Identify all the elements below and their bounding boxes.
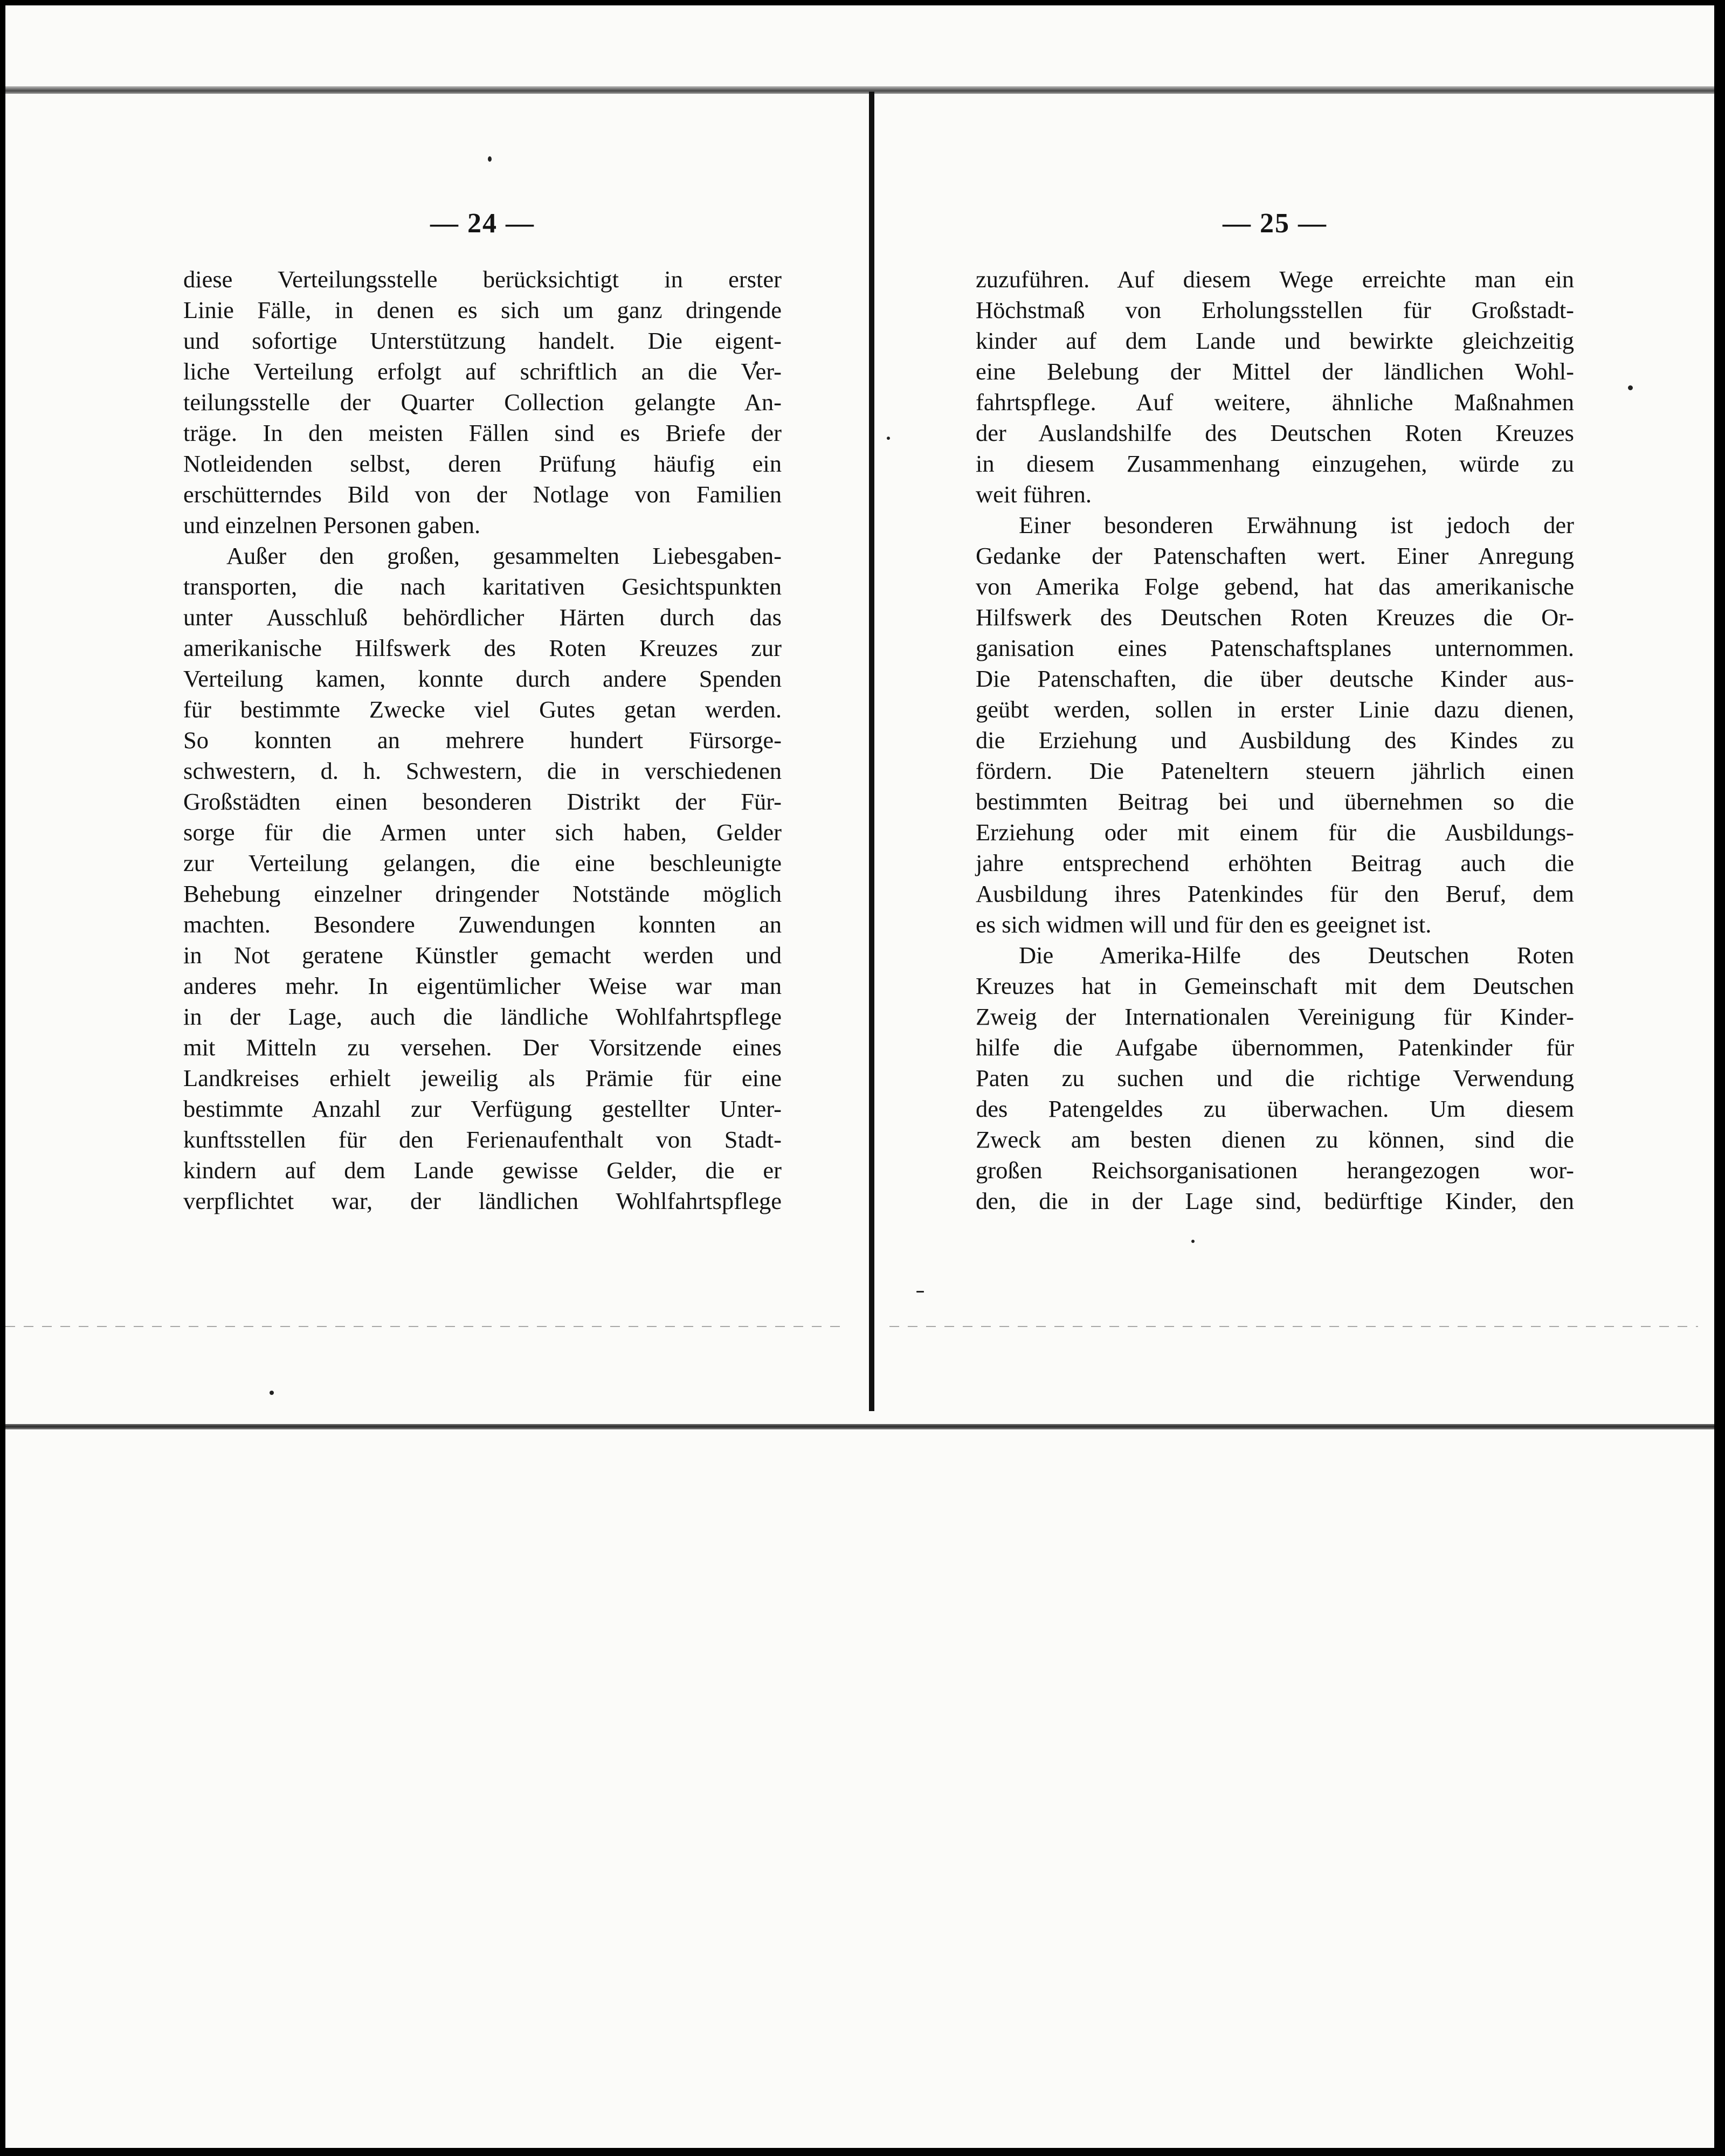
text-line: Behebung einzelner dringender Notstände möglich — [183, 880, 782, 907]
text-line: in der Lage, auch die ländliche Wohlfahrtspflege — [183, 1003, 782, 1030]
text-line: Zweck am besten dienen zu können, sind die — [976, 1126, 1574, 1153]
text-line: Paten zu suchen und die richtige Verwendung — [976, 1065, 1574, 1091]
text-line: Ausbildung ihres Patenkindes für den Beruf, dem — [976, 880, 1574, 907]
scan-speck — [270, 1391, 274, 1395]
scan-speck — [1628, 385, 1633, 390]
text-line: So konnten an mehrere hundert Fürsorge- — [183, 727, 782, 754]
text-line: anderes mehr. In eigentümlicher Weise war man — [183, 972, 782, 999]
text-line: großen Reichsorganisationen herangezogen wor- — [976, 1157, 1574, 1184]
text-line: die Erziehung und Ausbildung des Kindes zu — [976, 727, 1574, 754]
text-line: Höchstmaß von Erholungsstellen für Großstadt- — [976, 296, 1574, 323]
text-line: Erziehung oder mit einem für die Ausbildungs- — [976, 819, 1574, 846]
scan-speck — [916, 1291, 924, 1293]
text-line: und einzelnen Personen gaben. — [183, 512, 481, 538]
text-line: fahrtspflege. Auf weitere, ähnliche Maßnahmen — [976, 389, 1574, 416]
text-line: teilungsstelle der Quarter Collection gelangte An- — [183, 389, 782, 416]
text-line: schwestern, d. h. Schwestern, die in verschiedenen — [183, 757, 782, 784]
scan-fold-line-left — [5, 1326, 846, 1327]
text-line: sorge für die Armen unter sich haben, Gelder — [183, 819, 782, 846]
text-line: transporten, die nach karitativen Gesichtspunkten — [183, 573, 782, 600]
text-line: kunftsstellen für den Ferienaufenthalt von Stadt- — [183, 1126, 782, 1153]
text-line: Die Patenschaften, die über deutsche Kinder aus- — [976, 665, 1574, 692]
scan-speck — [488, 156, 492, 162]
text-line: Kreuzes hat in Gemeinschaft mit dem Deutschen — [976, 972, 1574, 999]
text-line: bestimmten Beitrag bei und übernehmen so die — [976, 788, 1574, 815]
text-line: Gedanke der Patenschaften wert. Einer Anregung — [976, 542, 1574, 569]
scan-speck — [1191, 1240, 1195, 1243]
text-line: Außer den großen, gesammelten Liebesgaben- — [226, 542, 782, 569]
text-line: unter Ausschluß behördlicher Härten durch das — [183, 604, 782, 631]
text-line: jahre entsprechend erhöhten Beitrag auch die — [976, 849, 1574, 876]
text-line: der Auslandshilfe des Deutschen Roten Kreuzes — [976, 419, 1574, 446]
text-line: Zweig der Internationalen Vereinigung für Kinder- — [976, 1003, 1574, 1030]
text-line: Linie Fälle, in denen es sich um ganz dringende — [183, 296, 782, 323]
scan-bottom-edge — [5, 1424, 1714, 1429]
text-line: machten. Besondere Zuwendungen konnten an — [183, 911, 782, 938]
text-line: mit Mitteln zu versehen. Der Vorsitzende eines — [183, 1034, 782, 1061]
text-line: weit führen. — [976, 481, 1092, 508]
text-line: liche Verteilung erfolgt auf schriftlich an die Ver- — [183, 358, 782, 385]
text-line: des Patengeldes zu überwachen. Um diesem — [976, 1095, 1574, 1122]
text-line: fördern. Die Pateneltern steuern jährlich einen — [976, 757, 1574, 784]
text-line: in Not geratene Künstler gemacht werden und — [183, 942, 782, 969]
text-line: von Amerika Folge gebend, hat das amerikanische — [976, 573, 1574, 600]
text-line: Einer besonderen Erwähnung ist jedoch der — [1019, 512, 1574, 538]
right-page — [976, 202, 1574, 1217]
text-line: geübt werden, sollen in erster Linie dazu dienen, — [976, 696, 1574, 723]
text-line: es sich widmen will und für den es geeignet ist. — [976, 911, 1432, 938]
text-line: kindern auf dem Lande gewisse Gelder, die er — [183, 1157, 782, 1184]
text-line: hilfe die Aufgabe übernommen, Patenkinder für — [976, 1034, 1574, 1061]
text-line: ganisation eines Patenschaftsplanes unternommen. — [976, 634, 1574, 661]
text-line: Landkreises erhielt jeweilig als Prämie für eine — [183, 1065, 782, 1091]
text-line: für bestimmte Zwecke viel Gutes getan werden. — [183, 696, 782, 723]
text-line: eine Belebung der Mittel der ländlichen Wohl- — [976, 358, 1574, 385]
scan-fold-line-right — [889, 1326, 1698, 1327]
text-line: Verteilung kamen, konnte durch andere Spenden — [183, 665, 782, 692]
text-line: erschütterndes Bild von der Notlage von Familien — [183, 481, 782, 508]
text-line: Notleidenden selbst, deren Prüfung häufig ein — [183, 450, 782, 477]
text-line: träge. In den meisten Fällen sind es Briefe der — [183, 419, 782, 446]
text-line: kinder auf dem Lande und bewirkte gleichzeitig — [976, 327, 1574, 354]
scanned-sheet — [5, 5, 1714, 2148]
text-line: zuzuführen. Auf diesem Wege erreichte man ein — [976, 266, 1574, 293]
left-page — [183, 202, 782, 1217]
text-line: diese Verteilungsstelle berücksichtigt in erster — [183, 266, 782, 293]
page-number: — 25 — — [1223, 208, 1327, 239]
text-line: Großstädten einen besonderen Distrikt der Für- — [183, 788, 782, 815]
page-text — [183, 264, 782, 1217]
text-line: Die Amerika-Hilfe des Deutschen Roten — [1019, 942, 1574, 969]
page-number: — 24 — — [430, 208, 535, 239]
scan-speck — [887, 437, 890, 440]
book-spine — [869, 92, 874, 1411]
text-line: bestimmte Anzahl zur Verfügung gestellter Unter- — [183, 1095, 782, 1122]
text-line: zur Verteilung gelangen, die eine beschleunigte — [183, 849, 782, 876]
text-line: den, die in der Lage sind, bedürftige Kinder, den — [976, 1187, 1574, 1214]
text-line: Hilfswerk des Deutschen Roten Kreuzes die Or- — [976, 604, 1574, 631]
text-line: und sofortige Unterstützung handelt. Die eigent- — [183, 327, 782, 354]
text-line: amerikanische Hilfswerk des Roten Kreuzes zur — [183, 634, 782, 661]
text-line: in diesem Zusammenhang einzugehen, würde zu — [976, 450, 1574, 477]
page-text — [976, 264, 1574, 1217]
scan-top-edge — [5, 86, 1714, 94]
text-line: verpflichtet war, der ländlichen Wohlfahrtspflege — [183, 1187, 782, 1214]
